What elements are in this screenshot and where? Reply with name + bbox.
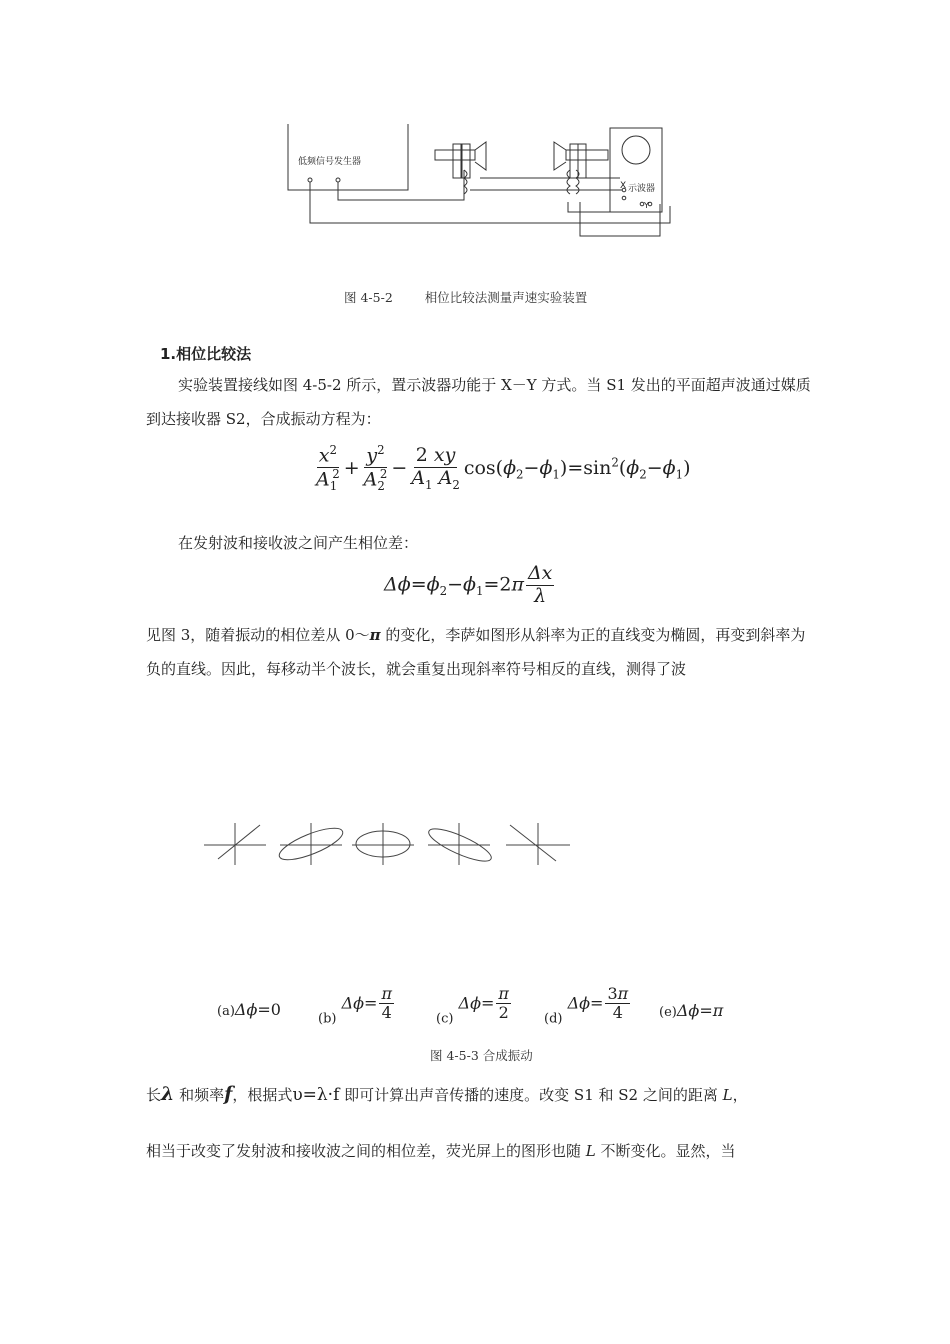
oscilloscope-box	[610, 128, 662, 212]
paragraph-phase-difference: 在发射波和接收波之间产生相位差：	[178, 534, 419, 552]
label-a: (a)Δϕ=0	[217, 1000, 281, 1019]
generator-terminal-1	[308, 178, 312, 182]
velocity-formula: υ=λ·f	[292, 1085, 340, 1105]
p3-after: 的变化，李萨如图形从斜率为正的直线变为椭圆，再变到斜率为负的直线。因此，每移动半个波长，就会重复出现斜率符号相反的直线，测得了波	[146, 626, 806, 678]
f-symbol: f	[224, 1083, 233, 1105]
paragraph-velocity: 长λ 和频率f，根据式υ=λ·f 即可计算出声音传播的速度。改变 S1 和 S2 之间的距离 L，	[146, 1083, 748, 1105]
generator-terminal-2	[336, 178, 340, 182]
caption-number: 图 4-5-2	[344, 290, 393, 305]
figure-d	[425, 823, 494, 867]
oscilloscope-screen	[622, 136, 650, 164]
lambda-symbol: λ	[161, 1083, 175, 1105]
scope-name-label: 示波器	[628, 184, 656, 194]
lissajous-figures	[200, 815, 580, 875]
label-e: (e)Δϕ=π	[659, 1001, 724, 1020]
figure-b	[276, 822, 347, 866]
label-d: $_{(d)}$ Δϕ= $\frac{3\pi}{4}$	[544, 984, 629, 1027]
label-b: $_{(b)}$ Δϕ= $\frac{\pi}{4}$	[318, 984, 392, 1027]
apparatus-diagram	[280, 120, 680, 250]
figure-e	[506, 823, 570, 865]
caption-title: 相位比较法测量声速实验装置	[424, 290, 588, 305]
paragraph-setup: 实验装置接线如图 4-5-2 所示，置示波器功能于 X－Y 方式。当 S1 发出的平面超声波通过媒质到达接收器 S2，合成振动方程为：	[146, 376, 811, 428]
scope-y-label: Y	[644, 201, 649, 210]
figure-c	[352, 823, 414, 865]
label-c: $_{(c)}$ Δϕ= $\frac{\pi}{2}$	[436, 984, 509, 1027]
figure-caption-4-5-3: 图 4-5-3 合成振动	[430, 1048, 533, 1063]
paragraph-lissajous-change	[146, 618, 816, 686]
paragraph-screen-change: 相当于改变了发射波和接收波之间的相位差，荧光屏上的图形也随 L 不断变化。显然，当	[146, 1142, 736, 1160]
section-heading: 1.相位比较法	[160, 345, 252, 363]
p3-before: 见图 3，随着振动的相位差从 0～	[146, 626, 370, 644]
figure-a	[204, 823, 266, 865]
p3-pi: π	[369, 626, 381, 644]
generator-label: 低频信号发生器	[298, 157, 362, 167]
equation-phase: $\Delta\phi=\phi_2-\phi_1=2\pi$ $\frac{\Delta x}{\lambda}$	[384, 562, 553, 607]
equation-lissajous: $\frac{x^2}{A_1^2}$ + $\frac{y^2}{A_2^2}$ − $\frac{2 xy}{A_1 A_2}$ $\cos(\phi_2-\phi_1)=\sin^2(\phi_2-\phi_1)$	[316, 443, 691, 494]
scope-x-label: X	[620, 181, 627, 191]
figure-caption-4-5-2	[344, 288, 587, 306]
